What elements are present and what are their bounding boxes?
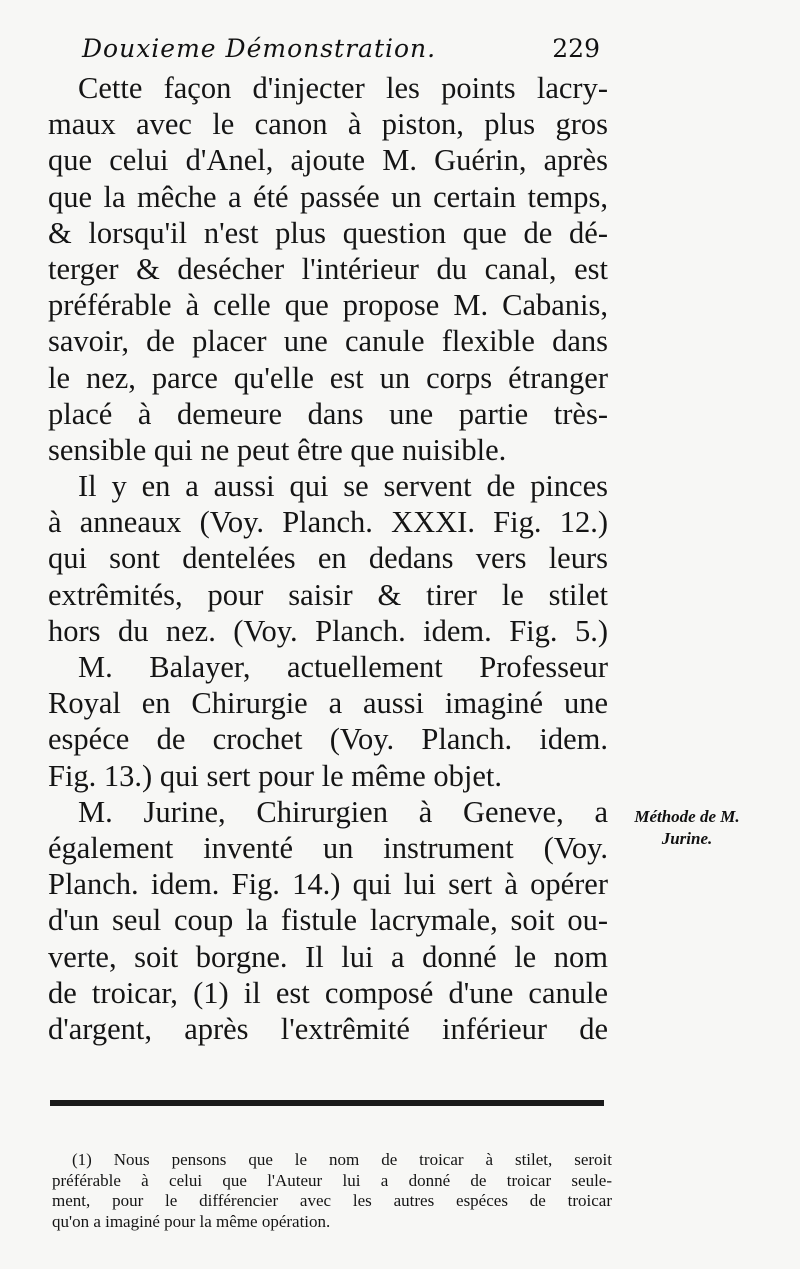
text-line: M. Jurine, Chirurgien à Geneve, a (78, 794, 608, 829)
margin-note-line: Jurine. (661, 829, 713, 848)
text-line: d'argent, après l'extrêmité inférieur de (48, 1011, 608, 1046)
text-line: maux avec le canon à piston, plus gros (48, 107, 608, 142)
chapter-title: Douxieme Démonstration. (82, 34, 437, 63)
page-number: 229 (552, 34, 600, 63)
footnote (52, 1150, 612, 1232)
footnote-line: préférable à celui que l'Auteur lui a donné de troicar seule- (52, 1170, 612, 1190)
text-line: que la mêche a été passée un certain temps, (48, 179, 608, 214)
text-line: sensible qui ne peut être que nuisible. (48, 432, 507, 467)
text-line: à anneaux (Voy. Planch. XXXI. Fig. 12.) (48, 505, 608, 540)
margin-note (612, 806, 762, 850)
text-line: qui sont dentelées en dedans vers leurs (48, 541, 608, 576)
text-line: Il y en a aussi qui se servent de pinces (78, 469, 608, 504)
text-line: savoir, de placer une canule flexible dans (48, 324, 608, 359)
main-text-block (48, 70, 608, 1047)
margin-note-line: Méthode de M. (634, 807, 740, 826)
footnote-divider (50, 1100, 604, 1106)
text-line: le nez, parce qu'elle est un corps étranger (48, 360, 608, 395)
text-line: Fig. 13.) qui sert pour le même objet. (48, 758, 503, 793)
text-line: hors du nez. (Voy. Planch. idem. Fig. 5.) (48, 613, 608, 648)
text-line: & lorsqu'il n'est plus question que de dé- (48, 215, 608, 250)
footnote-line: qu'on a imaginé pour la même opération. (52, 1211, 331, 1231)
footnote-line: ment, pour le différencier avec les autres espéces de troicar (52, 1191, 612, 1210)
text-line: Planch. idem. Fig. 14.) qui lui sert à opérer (48, 867, 608, 902)
text-line: préférable à celle que propose M. Cabanis, (48, 288, 608, 323)
text-line: d'un seul coup la fistule lacrymale, soit ou- (48, 903, 608, 938)
text-line: de troicar, (1) il est composé d'une canule (48, 975, 608, 1010)
text-line: placé à demeure dans une partie très- (48, 396, 608, 431)
text-line: Royal en Chirurgie a aussi imaginé une (48, 686, 608, 721)
text-line: M. Balayer, actuellement Professeur (78, 650, 608, 684)
text-line: terger & desécher l'intérieur du canal, est (48, 251, 608, 286)
text-line: verte, soit borgne. Il lui a donné le nom (48, 939, 608, 974)
text-line: extrêmités, pour saisir & tirer le stilet (48, 577, 608, 612)
running-header (60, 34, 600, 74)
text-line: également inventé un instrument (Voy. (48, 830, 608, 865)
footnote-line: (1) Nous pensons que le nom de troicar à stilet, seroit (72, 1150, 612, 1169)
text-line: espéce de crochet (Voy. Planch. idem. (48, 722, 608, 757)
text-line: que celui d'Anel, ajoute M. Guérin, après (48, 143, 608, 178)
text-line: Cette façon d'injecter les points lacry- (78, 71, 608, 105)
